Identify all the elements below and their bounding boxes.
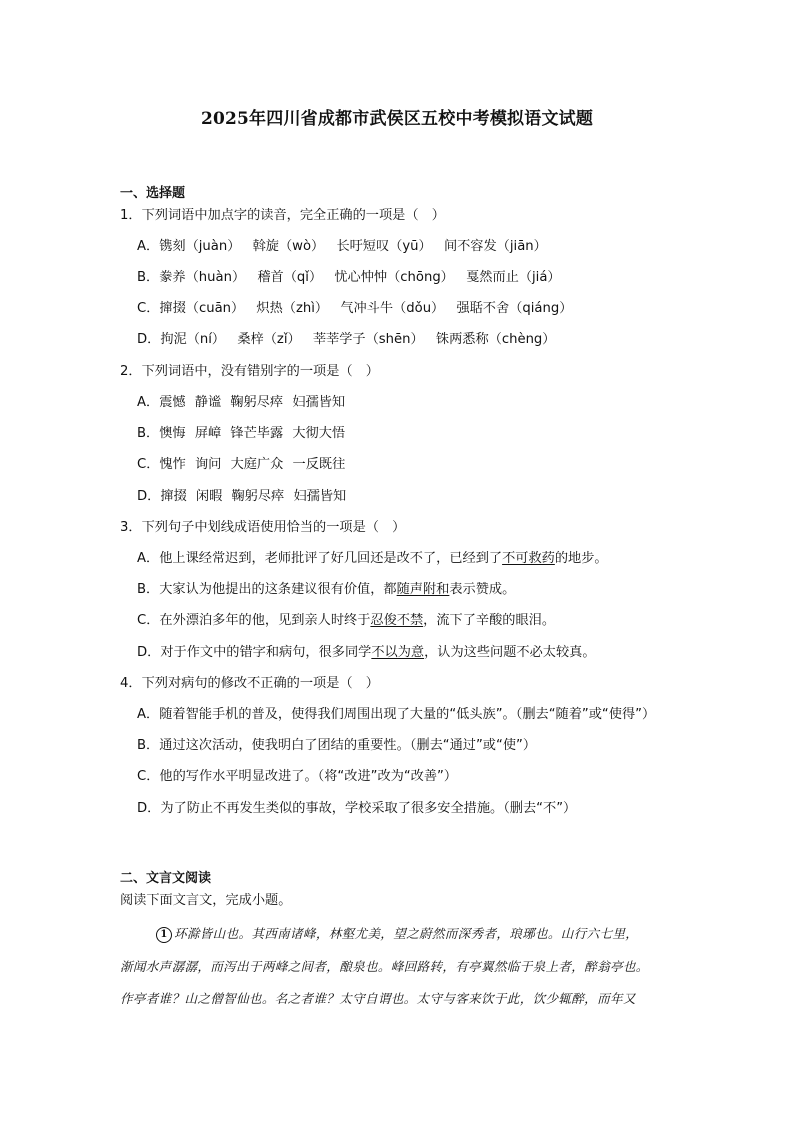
option-term: 莘莘学子（shēn） bbox=[312, 332, 424, 347]
option-term: D．拘泥（ní） bbox=[137, 332, 226, 347]
option-text: ，认为这些问题不必太较真。 bbox=[424, 645, 596, 660]
option-term: 一反既往 bbox=[292, 457, 346, 472]
question-3-option-d bbox=[137, 643, 596, 663]
option-text: C．在外漂泊多年的他，见到亲人时终于 bbox=[137, 613, 371, 628]
option-term: 长吁短叹（yū） bbox=[336, 239, 432, 254]
option-term: 锋芒毕露 bbox=[230, 426, 284, 441]
question-1-option-a bbox=[137, 237, 547, 257]
option-text: ，流下了辛酸的眼泪。 bbox=[423, 613, 556, 628]
option-text: 表示赞成。 bbox=[449, 582, 516, 597]
option-term: 鞠躬尽瘁 bbox=[230, 395, 284, 410]
option-term: D．撺掇 bbox=[137, 489, 187, 504]
underlined-idiom: 随声附和 bbox=[396, 582, 450, 597]
passage-line-1 bbox=[156, 924, 638, 944]
question-2-stem: 2．下列词语中，没有错别字的一项是（ ） bbox=[120, 364, 379, 379]
question-4-option-a: A．随着智能手机的普及，使得我们周围出现了大量的“低头族”。（删去“随着”或“使得”） bbox=[137, 707, 656, 722]
question-3-option-c bbox=[137, 611, 555, 631]
passage-text: 环滁皆山也。其西南诸峰，林壑尤美，望之蔚然而深秀者，琅琊也。山行六七里， bbox=[174, 926, 639, 941]
question-2-option-d bbox=[137, 487, 346, 507]
question-3-stem: 3．下列句子中划线成语使用恰当的一项是（ ） bbox=[120, 520, 406, 535]
underlined-idiom: 不以为意 bbox=[371, 645, 425, 660]
option-term: C．愧怍 bbox=[137, 457, 186, 472]
question-3-option-b bbox=[137, 580, 515, 600]
question-2-option-b bbox=[137, 424, 345, 444]
paragraph-number-marker: 1 bbox=[156, 927, 172, 943]
question-4-option-d: D．为了防止不再发生类似的事故，学校采取了很多安全措施。（删去“不”） bbox=[137, 801, 577, 816]
option-text: B．大家认为他提出的这条建议很有价值，都 bbox=[137, 582, 397, 597]
option-term: 斡旋（wò） bbox=[252, 239, 325, 254]
question-1-option-c bbox=[137, 299, 572, 319]
option-term: B．豢养（huàn） bbox=[137, 270, 246, 285]
section-heading-classical: 二、文言文阅读 bbox=[120, 871, 212, 886]
underlined-idiom: 忍俊不禁 bbox=[370, 613, 424, 628]
question-3-option-a bbox=[137, 549, 608, 569]
option-term: 妇孺皆知 bbox=[292, 395, 346, 410]
option-term: 妇孺皆知 bbox=[293, 489, 347, 504]
option-term: 闲暇 bbox=[195, 489, 223, 504]
page-title: 2025年四川省成都市武侯区五校中考模拟语文试题 bbox=[200, 109, 594, 129]
option-text: 的地步。 bbox=[554, 551, 608, 566]
option-term: 询问 bbox=[194, 457, 222, 472]
question-1-stem: 1．下列词语中加点字的读音，完全正确的一项是（ ） bbox=[120, 208, 445, 223]
option-term: 铢两悉称（chèng） bbox=[435, 332, 556, 347]
option-term: B．懊悔 bbox=[137, 426, 186, 441]
option-term: 屏嶂 bbox=[194, 426, 222, 441]
passage-line-3: 作亭者谁？山之僧智仙也。名之者谁？太守自谓也。太守与客来饮于此，饮少辄醉，而年又 bbox=[120, 991, 636, 1006]
question-1-option-d bbox=[137, 330, 555, 350]
question-4-stem: 4．下列对病句的修改不正确的一项是（ ） bbox=[120, 676, 379, 691]
question-4-option-b: B．通过这次活动，使我明白了团结的重要性。（删去“通过”或“使”） bbox=[137, 738, 537, 753]
question-1-option-b bbox=[137, 268, 561, 288]
option-term: 强聒不舍（qiáng） bbox=[456, 301, 573, 316]
option-term: 炽热（zhì） bbox=[256, 301, 329, 316]
section-heading-choice: 一、选择题 bbox=[120, 186, 186, 201]
option-term: 稽首（qǐ） bbox=[257, 270, 323, 285]
option-term: 间不容发（jiān） bbox=[443, 239, 547, 254]
option-text: A．他上课经常迟到，老师批评了好几回还是改不了，已经到了 bbox=[137, 551, 503, 566]
question-2-option-c bbox=[137, 455, 345, 475]
option-term: 戛然而止（jiá） bbox=[466, 270, 561, 285]
reading-instruction: 阅读下面文言文，完成小题。 bbox=[120, 893, 292, 908]
question-2-option-a bbox=[137, 393, 345, 413]
option-term: A．镌刻（juàn） bbox=[137, 239, 241, 254]
option-term: 气冲斗牛（dǒu） bbox=[340, 301, 445, 316]
question-4-option-c: C．他的写作水平明显改进了。（将“改进”改为“改善”） bbox=[137, 769, 458, 784]
option-term: 鞠躬尽瘁 bbox=[231, 489, 285, 504]
option-term: C．撺掇（cuān） bbox=[137, 301, 245, 316]
option-term: 静谧 bbox=[194, 395, 222, 410]
option-term: 大彻大悟 bbox=[292, 426, 346, 441]
passage-line-2: 渐闻水声潺潺，而泻出于两峰之间者，酿泉也。峰回路转，有亭翼然临于泉上者，醉翁亭也。 bbox=[120, 959, 649, 974]
option-text: D．对于作文中的错字和病句，很多同学 bbox=[137, 645, 372, 660]
option-term: 大庭广众 bbox=[230, 457, 284, 472]
option-term: 桑梓（zǐ） bbox=[237, 332, 301, 347]
option-term: A．震憾 bbox=[137, 395, 186, 410]
option-term: 忧心忡忡（chōng） bbox=[334, 270, 454, 285]
underlined-idiom: 不可救药 bbox=[502, 551, 555, 566]
